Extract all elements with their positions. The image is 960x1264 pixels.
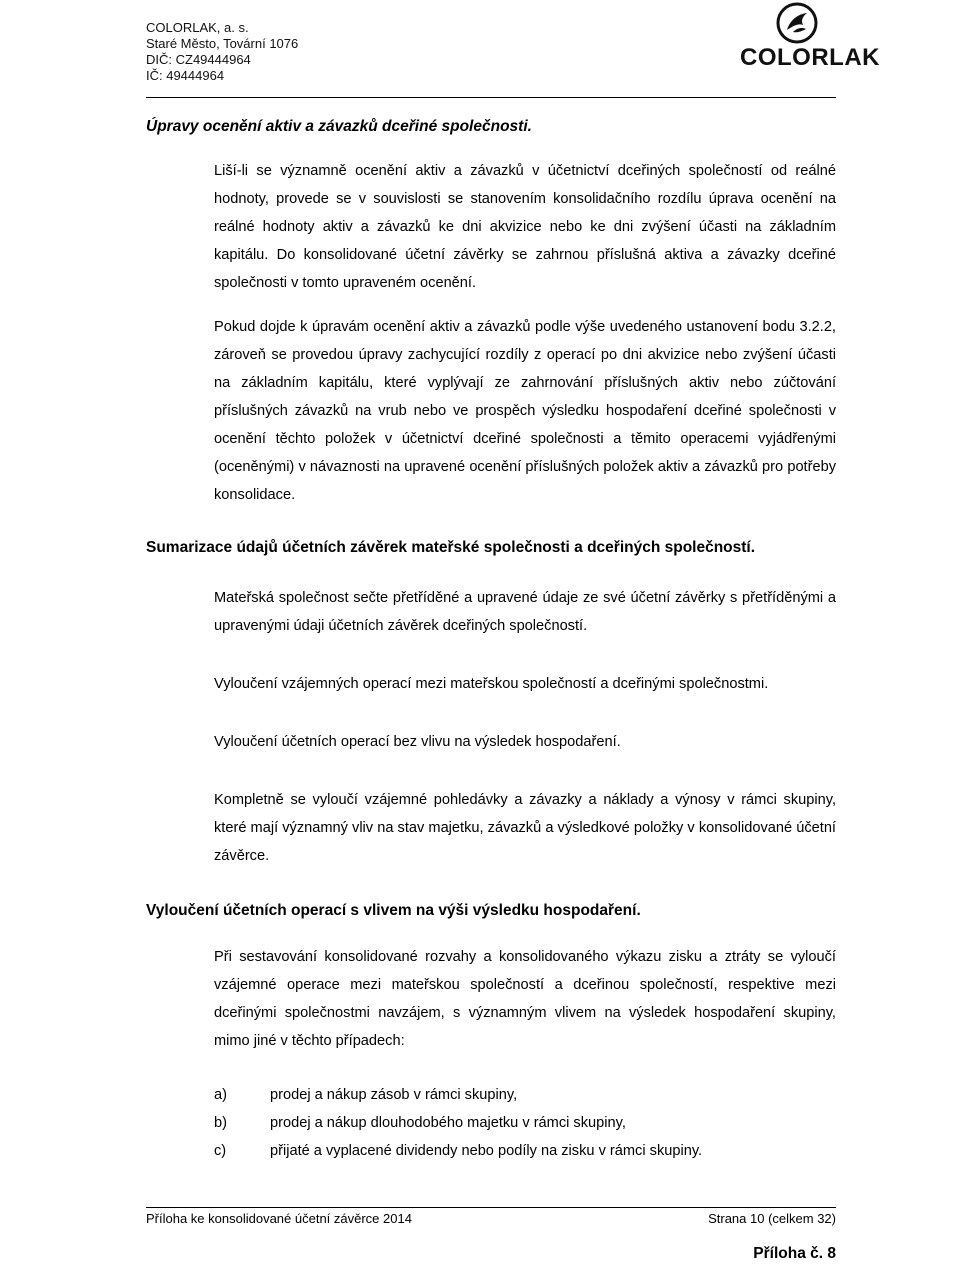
- heading-asset-adjustments: Úpravy ocenění aktiv a závazků dceřiné společnosti.: [146, 118, 532, 135]
- paragraph-no-impact-elimination: Vyloučení účetních operací bez vlivu na výsledek hospodaření.: [214, 734, 621, 750]
- company-address: [146, 20, 298, 84]
- paragraph-complete-elimination: Kompletně se vyloučí vzájemné pohledávky a závazky a náklady a výnosy v rámci skupiny, které mají významný vliv na stav majetku, závazků a výsledkové položky v konsolidované účetní závěrce.: [214, 792, 836, 864]
- paragraph-elimination-cases: Při sestavování konsolidované rozvahy a konsolidovaného výkazu zisku a ztráty se vyloučí vzájemné operace mezi mateřskou společností a dceřinou společností, respektive mezi dceřinými společnostmi navzájem, s významným vlivem na výsledek hospodaření skupiny, mimo jiné v těchto případech:: [214, 949, 836, 1049]
- paragraph-mutual-elimination: Vyloučení vzájemných operací mezi mateřskou společností a dceřinými společnostmi.: [214, 676, 769, 692]
- paragraph-parent-sum: Mateřská společnost sečte přetříděné a upravené údaje ze své účetní závěrky s přetříděnými a upravenými údaji účetních závěrek dceřiných společností.: [214, 590, 836, 634]
- footer-document-title: Příloha ke konsolidované účetní závěrce 2014: [146, 1211, 412, 1226]
- list-item-text: prodej a nákup dlouhodobého majetku v rámci skupiny,: [270, 1115, 626, 1131]
- page-header: [0, 0, 960, 98]
- list-marker: c): [214, 1143, 227, 1159]
- colorlak-logo: [734, 2, 880, 76]
- logo-wordmark: COLORLAK: [740, 44, 880, 71]
- list-item: [214, 1137, 836, 1165]
- paragraph-fair-value: Liší-li se významně ocenění aktiv a závazků v účetnictví dceřiných společností od reálné hodnoty, provede se v souvislosti se stanovením konsolidačního rozdílu úprava ocenění na reálné hodnoty aktiv a závazků ke dni akvizice nebo ke dni zvýšení účasti na základním kapitálu. Do konsolidované účetní závěrky se zahrnou příslušná aktiva a závazky dceřiné společnosti v tomto upraveném ocenění.: [214, 163, 836, 291]
- heading-profit-elimination: Vyloučení účetních operací s vlivem na výši výsledku hospodaření.: [146, 902, 641, 919]
- company-name: COLORLAK, a. s.: [146, 20, 249, 35]
- list-item: [214, 1081, 836, 1109]
- list-marker: b): [214, 1115, 227, 1131]
- footer-page-number: Strana 10 (celkem 32): [708, 1211, 836, 1226]
- list-item-text: přijaté a vyplacené dividendy nebo podíly na zisku v rámci skupiny.: [270, 1143, 703, 1159]
- document-body: [146, 116, 836, 1165]
- bird-logo-icon: [776, 2, 818, 44]
- list-item: [214, 1109, 836, 1137]
- paragraph-adjustment-rules: Pokud dojde k úpravám ocenění aktiv a závazků podle výše uvedeného ustanovení bodu 3.2.2, zároveň se provedou úpravy zachycující rozdíly z operací po dni akvizice nebo zvýšení účasti na základním kapitálu, které vyplývají ze zahrnování příslušných aktiv nebo zúčtování příslušných závazků na vrub nebo ve prospěch výsledku hospodaření dceřiné společnosti v ocenění těchto položek v účetnictví dceřiné společnosti a těmito operacemi vyjádřenými (oceněnými) v návaznosti na upravené ocenění příslušných položek aktiv a závazků pro potřeby konsolidace.: [214, 319, 836, 503]
- company-reg-id: IČ: 49444964: [146, 68, 225, 83]
- appendix-label: Příloha č. 8: [753, 1245, 836, 1262]
- list-marker: a): [214, 1087, 227, 1103]
- list-item-text: prodej a nákup zásob v rámci skupiny,: [270, 1087, 518, 1103]
- company-street: Staré Město, Tovární 1076: [146, 36, 299, 51]
- header-divider: [146, 97, 836, 98]
- elimination-case-list: [146, 1081, 836, 1165]
- company-vat-id: DIČ: CZ49444964: [146, 52, 251, 67]
- heading-summarization: Sumarizace údajů účetních závěrek mateřské společnosti a dceřiných společností.: [146, 539, 756, 556]
- footer-divider: [146, 1207, 836, 1208]
